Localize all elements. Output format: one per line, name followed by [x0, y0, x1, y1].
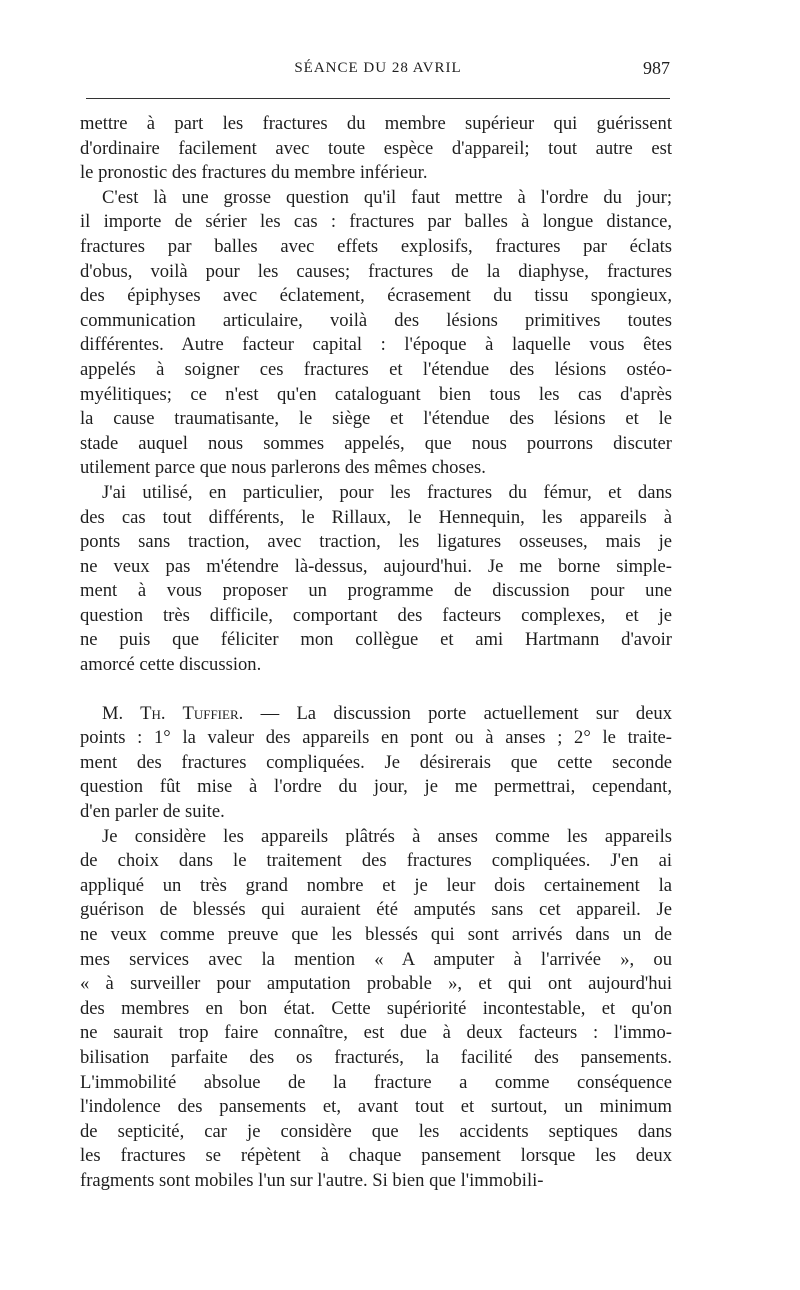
text-line: ne puis que féliciter mon collègue et ami Hartmann d'avoir: [80, 629, 672, 651]
paragraph-gap: [80, 678, 672, 702]
text-line: mes services avec la mention « A amputer à l'arrivée », ou: [80, 948, 672, 970]
text-line: différentes. Autre facteur capital : l'époque à laquelle vous êtes: [80, 334, 672, 356]
speaker-name: M. Th. Tuffier.: [102, 702, 244, 724]
text-line: ment à vous proposer un programme de discussion pour une: [80, 580, 672, 602]
text-line: les fractures se répètent à chaque pansement lorsque les deux: [80, 1145, 672, 1167]
text-line: de choix dans le traitement des fractures compliquées. J'en ai: [80, 850, 672, 872]
text-line: stade auquel nous sommes appelés, que nous pourrons discuter: [80, 432, 672, 454]
text-line: ment des fractures compliquées. Je désirerais que cette seconde: [80, 751, 672, 773]
text-line: guérison de blessés qui auraient été amputés sans cet appareil. Je: [80, 899, 672, 921]
header-rule: [86, 98, 670, 99]
text-line: ponts sans traction, avec traction, les ligatures osseuses, mais je: [80, 531, 672, 553]
paragraph: [80, 825, 672, 1194]
body-text: [80, 112, 672, 1194]
text-line: C'est là une grosse question qu'il faut mettre à l'ordre du jour;: [102, 186, 672, 208]
text-line: ne veux comme preuve que les blessés qui sont arrivés dans un de: [80, 924, 672, 945]
running-title: SÉANCE DU 28 AVRIL: [294, 60, 462, 76]
page-number: 987: [643, 58, 670, 78]
page-header: [86, 58, 670, 86]
text-line: le pronostic des fractures du membre inférieur.: [80, 162, 428, 184]
paragraph: [80, 186, 672, 481]
text-line: bilisation parfaite des os fracturés, la facilité des pansements.: [80, 1046, 672, 1068]
paragraph: [80, 702, 672, 825]
line-text: — La discussion porte actuellement sur deux: [260, 702, 672, 724]
text-line: appliqué un très grand nombre et je leur dois certainement la: [80, 874, 672, 896]
text-line: des épiphyses avec éclatement, écrasement du tissu spongieux,: [80, 285, 672, 307]
text-line: J'ai utilisé, en particulier, pour les fractures du fémur, et dans: [102, 481, 672, 503]
text-line: question fût mise à l'ordre du jour, je me permettrai, cependant,: [80, 776, 672, 798]
text-line: fractures par balles avec effets explosifs, fractures par éclats: [80, 235, 672, 257]
text-line: des membres en bon état. Cette supériorité incontestable, et qu'on: [80, 997, 672, 1019]
text-line: des cas tout différents, le Rillaux, le Hennequin, les appareils à: [80, 506, 672, 528]
text-line: L'immobilité absolue de la fracture a comme conséquence: [80, 1071, 672, 1093]
text-line: l'indolence des pansements et, avant tout et surtout, un minimum: [80, 1096, 672, 1118]
text-line: utilement parce que nous parlerons des mêmes choses.: [80, 457, 486, 479]
paragraph: [80, 112, 672, 186]
text-line: mettre à part les fractures du membre supérieur qui guérissent: [80, 113, 672, 134]
text-line: Je considère les appareils plâtrés à anses comme les appareils: [102, 825, 672, 847]
text-line: question très difficile, comportant des facteurs complexes, et je: [80, 604, 672, 626]
text-line: fragments sont mobiles l'un sur l'autre. Si bien que l'immobili-: [80, 1169, 544, 1191]
text-line: amorcé cette discussion.: [80, 654, 262, 676]
text-line: [80, 702, 672, 727]
text-line: d'en parler de suite.: [80, 801, 225, 823]
text-line: d'ordinaire facilement avec toute espèce d'appareil; tout autre est: [80, 137, 672, 159]
text-line: il importe de sérier les cas : fractures par balles à longue distance,: [80, 211, 672, 233]
text-line: appelés à soigner ces fractures et l'étendue des lésions ostéo-: [80, 358, 672, 380]
text-line: myélitiques; ce n'est qu'en cataloguant bien tous les cas d'après: [80, 383, 672, 405]
text-line: ne saurait trop faire connaître, est due à deux facteurs : l'immo-: [80, 1022, 672, 1044]
text-line: « à surveiller pour amputation probable », et qui ont aujourd'hui: [80, 973, 672, 995]
text-line: d'obus, voilà pour les causes; fractures de la diaphyse, fractures: [80, 260, 672, 282]
text-line: points : 1° la valeur des appareils en pont ou à anses ; 2° le traite-: [80, 727, 672, 749]
paragraph: [80, 481, 672, 678]
text-line: ne veux pas m'étendre là-dessus, aujourd'hui. Je me borne simple-: [80, 555, 672, 577]
text-line: la cause traumatisante, le siège et l'étendue des lésions et le: [80, 408, 672, 430]
text-line: communication articulaire, voilà des lésions primitives toutes: [80, 309, 672, 331]
text-line: de septicité, car je considère que les accidents septiques dans: [80, 1120, 672, 1142]
